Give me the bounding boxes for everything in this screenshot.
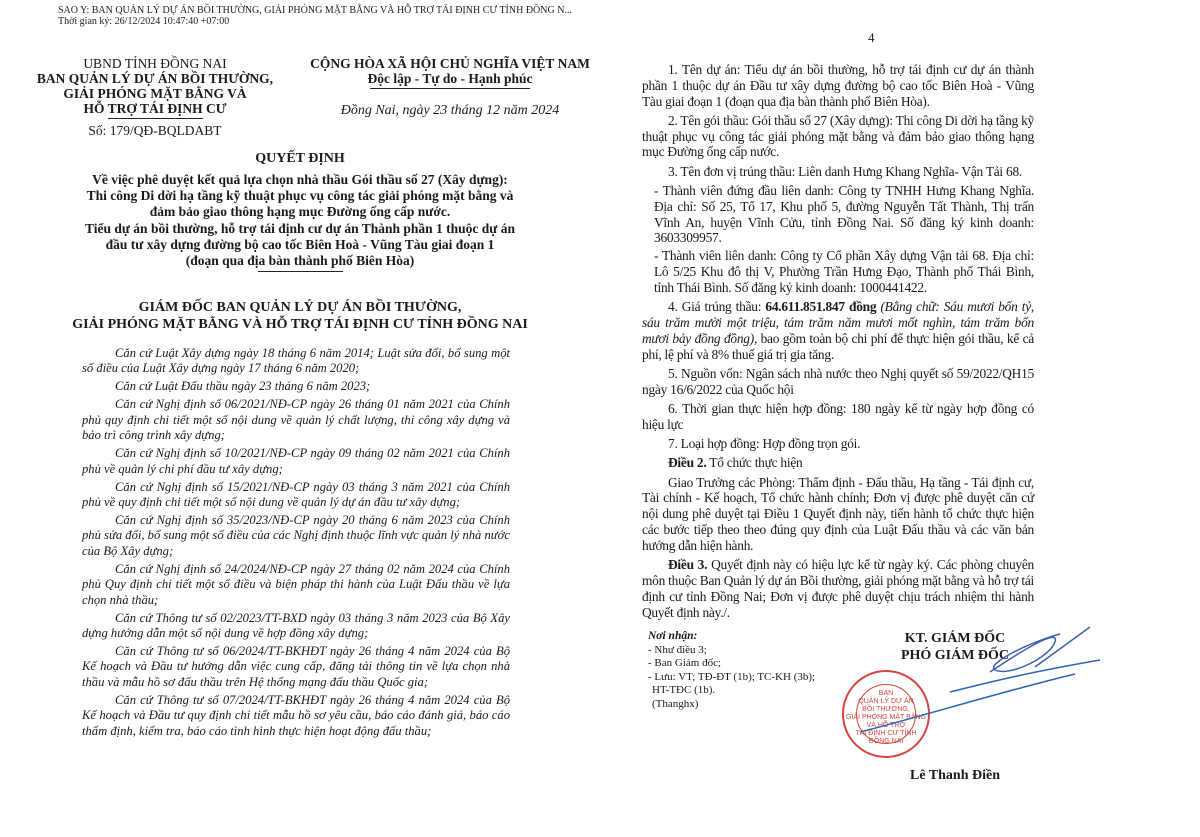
signer-on-behalf: KT. GIÁM ĐỐC	[904, 631, 1006, 646]
legal-basis-item: Căn cứ Thông tư số 02/2023/TT-BXD ngày 03 tháng 3 năm 2023 của Bộ Xây dựng hướng dẫn một số nội dung về hợp đồng xây dựng;	[82, 610, 510, 641]
article-2-label: Điều 2.	[668, 455, 707, 471]
recipient: - Ban Giám đốc;	[648, 657, 722, 669]
recipient: HT-TĐC (1b).	[652, 684, 716, 696]
legal-basis-item: Căn cứ Luật Xây dựng ngày 18 tháng 6 năm 2014; Luật sửa đổi, bổ sung một số điều của Luật Xây dựng ngày 17 tháng 6 năm 2020;	[82, 346, 510, 376]
handwritten-signature	[860, 622, 1110, 752]
subject-line: Tiểu dự án bồi thường, hỗ trợ tái định cư dự án Thành phần 1 thuộc dự án	[84, 220, 516, 236]
article-3	[642, 557, 1034, 620]
place-date: Đồng Nai, ngày 23 tháng 12 năm 2024	[340, 103, 560, 118]
signing-time: Thời gian ký: 26/12/2024 10:47:40 +07:00	[58, 16, 230, 27]
divider	[258, 271, 343, 272]
org-name-line: BAN QUẢN LÝ DỰ ÁN BỒI THƯỜNG,	[36, 71, 274, 86]
recipient: - Như điều 3;	[648, 643, 707, 656]
recipient: - Lưu: VT; TĐ-ĐT (1b); TC-KH (3b);	[648, 670, 816, 683]
seal-text: BỒI THƯỜNG,	[862, 706, 910, 713]
item-contract-type: 7. Loại hợp đồng: Hợp đồng trọn gói.	[668, 436, 861, 452]
item-contract-duration: 6. Thời gian thực hiện hợp đồng: 180 ngày kể từ ngày hợp đồng có hiệu lực	[642, 400, 1034, 432]
recipients	[648, 630, 815, 711]
seal-text: QUẢN LÝ DỰ ÁN	[858, 698, 914, 705]
legal-basis-item: Căn cứ Nghị định số 06/2021/NĐ-CP ngày 26 tháng 01 năm 2021 của Chính phủ quy định chi tiết một số nội dung về quản lý chất lượng, thi công xây dựng và bảo trì công trình xây dựng;	[82, 397, 510, 443]
item-funding-source: 5. Nguồn vốn: Ngân sách nhà nước theo Nghị quyết số 59/2022/QH15 ngày 16/6/2022 của Quốc hội	[642, 365, 1034, 397]
item-project-name: 1. Tên dự án: Tiểu dự án bồi thường, hỗ trợ tái định cư dự án thành phần 1 thuộc dự án Đầu tư xây dựng đường bộ cao tốc Biên Hoà - Vũng Tàu giai đoạn 1 (đoạn qua địa bàn thành phố Biên Hòa).	[642, 62, 1034, 109]
seal-text: GIẢI PHÓNG MẶT BẰNG	[846, 714, 926, 721]
legal-basis-item: Căn cứ Nghị định số 15/2021/NĐ-CP ngày 03 tháng 3 năm 2021 của Chính phủ về quy định chi tiết một số nội dung về quản lý dự án đầu tư xây dựng;	[82, 479, 510, 510]
signer-name: Lê Thanh Điền	[910, 768, 1000, 783]
item-winning-bidder: 3. Tên đơn vị trúng thầu: Liên danh Hưng Khang Nghĩa- Vận Tải 68.	[668, 163, 1022, 179]
divider	[370, 88, 530, 89]
article-2-title: Tổ chức thực hiện	[706, 455, 803, 471]
legal-basis-item: Căn cứ Luật Đấu thầu ngày 23 tháng 6 năm 2023;	[115, 379, 371, 394]
price-amount: 64.611.851.847 đồng	[765, 299, 877, 315]
org-name-line: HỖ TRỢ TÁI ĐỊNH CƯ	[83, 101, 227, 116]
copy-note-line: SAO Y: BAN QUẢN LÝ DỰ ÁN BỒI THƯỜNG, GIẢI PHÓNG MẶT BẰNG VÀ HỖ TRỢ TÁI ĐỊNH CƯ TỈNH ĐỒNG N...	[58, 5, 572, 16]
org-parent: UBND TỈNH ĐỒNG NAI	[83, 56, 227, 71]
recipients-label: Nơi nhận:	[648, 630, 698, 642]
seal-text: TÁI ĐỊNH CƯ TỈNH	[855, 730, 917, 737]
authority-line: GIÁM ĐỐC BAN QUẢN LÝ DỰ ÁN BỒI THƯỜNG,	[138, 300, 462, 315]
item-lead-member: - Thành viên đứng đầu liên danh: Công ty TNHH Hưng Khang Nghĩa. Địa chỉ: Số 25, Tổ 17, Khu phố 5, đường Nguyễn Tất Thành, Thị trấn Vĩnh An, huyện Vĩnh Cửu, tỉnh Đồng Nai. Số đăng ký kinh doanh: 3603309957.	[654, 183, 1034, 246]
page-number: 4	[868, 30, 875, 45]
national-header	[300, 56, 600, 118]
item-member: - Thành viên liên danh: Công ty Cổ phần Xây dựng Vận tải 68. Địa chỉ: Lô 5/25 Khu đô thị V, Phường Trần Hưng Đạo, Thành phố Thái Bình, tỉnh Thái Bình. Số đăng ký kinh doanh: 1000441422.	[654, 248, 1034, 295]
price-note: , bao gồm toàn bộ chi phí để thực hiện gói thầu, kể cả phí, lệ phí và 8% thuế giá trị gia tăng.	[642, 330, 1034, 362]
decision-articles	[642, 62, 1034, 624]
legal-basis-item: Căn cứ Nghị định số 10/2021/NĐ-CP ngày 09 tháng 02 năm 2021 của Chính phủ về quản lý chi phí đầu tư xây dựng;	[82, 446, 510, 476]
item-winning-price	[642, 299, 1034, 362]
subject-line: (đoạn qua địa bàn thành phố Biên Hòa)	[185, 253, 415, 269]
article-3-body: Quyết định này có hiệu lực kể từ ngày ký. Các phòng chuyên môn thuộc Ban Quản lý dự án Bồi thường, giải phóng mặt bằng và hỗ trợ tái định cư tỉnh Đồng Nai; Đơn vị được phê duyệt chịu trách nhiệm thi hành Quyết định này./.	[642, 557, 1034, 620]
document-subject	[20, 172, 580, 276]
org-name-line: GIẢI PHÓNG MẶT BẰNG VÀ	[63, 86, 247, 101]
article-2-heading	[642, 455, 1034, 471]
issuing-organization	[20, 56, 290, 138]
document-number: Số: 179/QĐ-BQLDABT	[88, 123, 222, 138]
issuing-authority	[10, 300, 590, 333]
signer-position: PHÓ GIÁM ĐỐC	[900, 648, 1010, 663]
subject-line: đảm bảo giao thông hạng mục Đường ống cấp nước.	[149, 204, 451, 220]
seal-text: BAN	[878, 690, 894, 697]
legal-basis-item: Căn cứ Nghị định số 24/2024/NĐ-CP ngày 27 tháng 02 năm 2024 của Chính phủ Quy định chi tiết một số điều và biện pháp thi hành của Luật Đấu thầu về lựa chọn nhà thầu;	[82, 561, 510, 607]
divider	[108, 118, 203, 119]
price-in-words: (Bằng chữ: Sáu mươi bốn tỷ, sáu trăm mười một triệu, tám trăm năm mươi mốt nghìn, tám trăm bốn mươi bảy đồng đồng)	[642, 299, 1034, 346]
subject-line: Thi công Di dời hạ tầng kỹ thuật phục vụ công tác giải phóng mặt bằng và	[86, 188, 514, 204]
legal-basis-item: Căn cứ Thông tư số 07/2024/TT-BKHĐT ngày 26 tháng 4 năm 2024 của Bộ Kế hoạch và Đầu tư quy định chi tiết mẫu hồ sơ yêu cầu, báo cáo đánh giá, báo cáo thẩm định, kiểm tra, báo cáo tình hình thực hiện hoạt động đấu thầu;	[82, 692, 510, 738]
subject-line: đầu tư xây dựng đường bộ cao tốc Biên Hoà - Vũng Tàu giai đoạn 1	[105, 236, 495, 252]
article-2-body: Giao Trưởng các Phòng: Thẩm định - Đấu thầu, Hạ tầng - Tái định cư, Tài chính - Kế hoạch, Tổ chức hành chính; Đơn vị được phê duyệt căn cứ nội dung phê duyệt tại Điều 1 Quyết định này, tiến hành tổ chức thực hiện các bước tiếp theo theo đúng quy định của Luật Đấu thầu và các văn bản hướng dẫn hiện hành.	[642, 474, 1034, 553]
recipient: (Thanghx)	[652, 697, 699, 710]
authority-line: GIẢI PHÓNG MẶT BẰNG VÀ HỖ TRỢ TÁI ĐỊNH CƯ TỈNH ĐỒNG NAI	[72, 316, 528, 332]
seal-text: ĐỒNG NAI	[868, 738, 904, 745]
legal-basis	[82, 346, 510, 742]
nation-name: CỘNG HÒA XÃ HỘI CHỦ NGHĨA VIỆT NAM	[310, 56, 590, 71]
seal-text: VÀ HỖ TRỢ	[866, 722, 906, 729]
price-label: 4. Giá trúng thầu:	[668, 299, 766, 315]
legal-basis-item: Căn cứ Nghị định số 35/2023/NĐ-CP ngày 20 tháng 6 năm 2023 của Chính phủ sửa đổi, bổ sung một số điều của các Nghị định thuộc lĩnh vực quản lý nhà nước của Bộ Xây dựng;	[82, 513, 510, 558]
national-motto: Độc lập - Tự do - Hạnh phúc	[367, 71, 533, 86]
legal-basis-item: Căn cứ Thông tư số 06/2024/TT-BKHĐT ngày 26 tháng 4 năm 2024 của Bộ Kế hoạch và Đầu tư hướng dẫn việc cung cấp, đăng tải thông tin về lựa chọn nhà thầu và mẫu hồ sơ đấu thầu trên Hệ thống mạng đấu thầu Quốc gia;	[82, 644, 510, 689]
subject-line: Về việc phê duyệt kết quả lựa chọn nhà thầu Gói thầu số 27 (Xây dựng):	[92, 172, 508, 187]
article-3-label: Điều 3.	[668, 557, 708, 573]
digital-copy-note	[58, 5, 572, 27]
item-package-name: 2. Tên gói thầu: Gói thầu số 27 (Xây dựng): Thi công Di dời hạ tầng kỹ thuật phục vụ công tác giải phóng mặt bằng và đảm bảo giao thông hạng mục Đường ống cấp nước.	[642, 112, 1034, 160]
document-title: QUYẾT ĐỊNH	[255, 151, 345, 166]
